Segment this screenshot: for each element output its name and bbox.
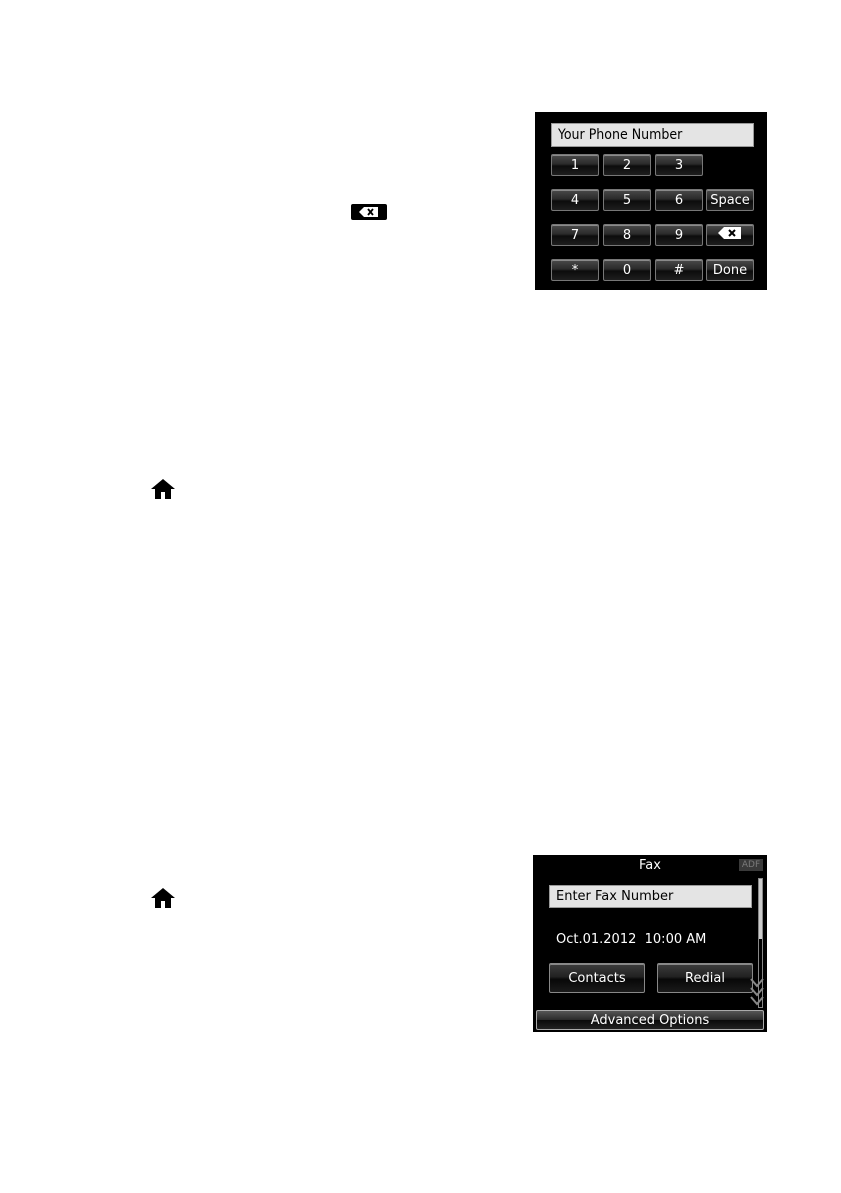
space-key[interactable]: Space (706, 189, 754, 211)
scrollbar-thumb[interactable] (759, 879, 762, 939)
key-9[interactable]: 9 (655, 224, 703, 246)
key-1[interactable]: 1 (551, 154, 599, 176)
redial-button[interactable]: Redial (657, 963, 753, 993)
date-time (556, 932, 706, 947)
fax-number-field[interactable]: Enter Fax Number (549, 885, 752, 908)
backspace-key[interactable] (706, 224, 754, 246)
key-3[interactable]: 3 (655, 154, 703, 176)
key-7[interactable]: 7 (551, 224, 599, 246)
key-0[interactable]: 0 (603, 259, 651, 281)
backspace-icon (718, 227, 742, 243)
key-6[interactable]: 6 (655, 189, 703, 211)
contacts-button[interactable]: Contacts (549, 963, 645, 993)
screen-title: Fax (639, 858, 661, 873)
advanced-options-button[interactable]: Advanced Options (536, 1010, 764, 1030)
scroll-down-icon[interactable] (750, 977, 764, 1011)
home-icon (150, 887, 176, 909)
key-4[interactable]: 4 (551, 189, 599, 211)
key-2[interactable]: 2 (603, 154, 651, 176)
date-text: Oct.01.2012 (556, 932, 637, 947)
phone-number-keypad-screen (535, 112, 767, 290)
key-5[interactable]: 5 (603, 189, 651, 211)
time-text: 10:00 AM (644, 932, 707, 947)
fax-screen (533, 855, 767, 1032)
home-icon (150, 478, 176, 500)
hash-key[interactable]: # (655, 259, 703, 281)
adf-badge: ADF (739, 859, 763, 871)
key-8[interactable]: 8 (603, 224, 651, 246)
done-key[interactable]: Done (706, 259, 754, 281)
phone-number-field[interactable]: Your Phone Number (551, 123, 754, 147)
star-key[interactable]: * (551, 259, 599, 281)
backspace-icon (351, 204, 387, 220)
